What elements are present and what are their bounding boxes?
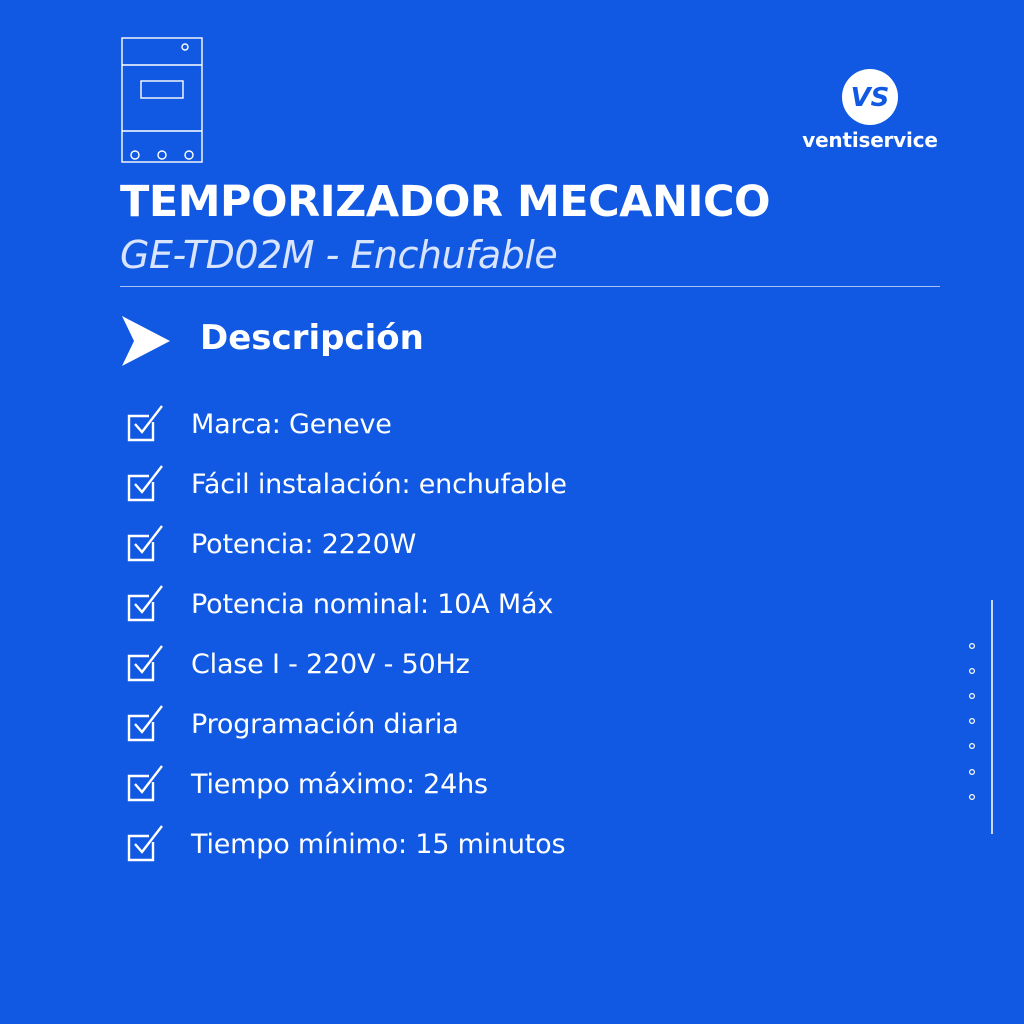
checkbox-checked-icon [125,704,165,744]
feature-label: Marca: Geneve [191,409,392,440]
checkbox-checked-icon [125,764,165,804]
svg-text:VS: VS [850,83,890,113]
arrow-right-icon [120,314,172,368]
feature-label: Potencia: 2220W [191,529,417,560]
feature-label: Potencia nominal: 10A Máx [191,589,554,620]
checkbox-checked-icon [125,524,165,564]
feature-label: Clase I - 220V - 50Hz [191,649,470,680]
checkbox-checked-icon [125,644,165,684]
feature-label: Tiempo mínimo: 15 minutos [191,829,566,860]
checkbox-checked-icon [125,584,165,624]
checkbox-checked-icon [125,404,165,444]
checkbox-checked-icon [125,464,165,504]
decorative-dots [967,640,977,810]
brand-name: ventiservice [802,128,938,152]
feature-label: Tiempo máximo: 24hs [191,769,488,800]
decorative-line [991,600,993,834]
product-subtitle: GE-TD02M - Enchufable [120,233,558,277]
product-title: TEMPORIZADOR MECANICO [120,177,771,227]
feature-label: Programación diaria [191,709,459,740]
feature-label: Fácil instalación: enchufable [191,469,567,500]
divider [120,286,940,287]
brand-logo [795,68,945,152]
vs-logo-icon [841,68,899,126]
section-title: Descripción [200,318,424,358]
checkbox-checked-icon [125,824,165,864]
timer-device-icon [121,37,203,163]
